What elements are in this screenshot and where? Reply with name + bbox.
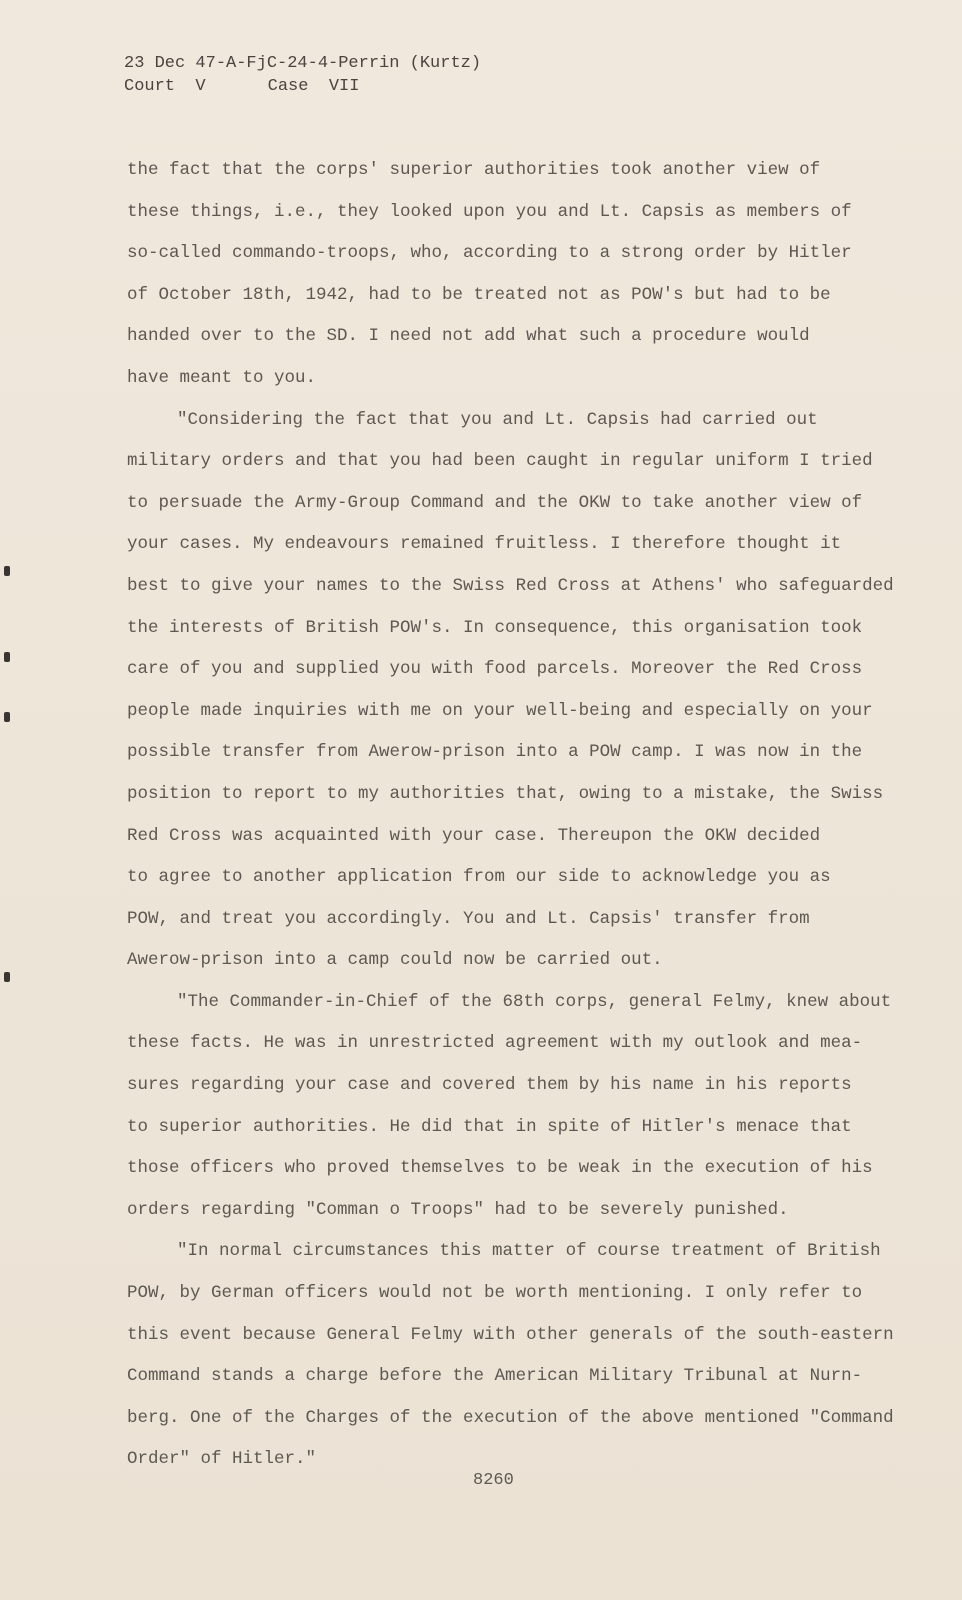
punch-hole-mark <box>4 972 10 982</box>
text-line: so-called commando-troops, who, according to a strong order by Hitler <box>127 243 852 264</box>
text-line: have meant to you. <box>127 367 317 388</box>
page-number: 8260 <box>473 1471 514 1490</box>
text-line: Red Cross was acquainted with your case. Thereupon the OKW decided <box>127 825 821 846</box>
text-line: this event because General Felmy with other generals of the south-eastern <box>127 1324 894 1345</box>
punch-hole-mark <box>4 652 10 662</box>
header-reference: 23 Dec 47-A-FjC-24-4-Perrin (Kurtz) <box>124 54 482 73</box>
text-line: "The Commander-in-Chief of the 68th corps, general Felmy, knew about <box>177 991 892 1012</box>
text-line: to agree to another application from our side to acknowledge you as <box>127 867 831 888</box>
text-line: "In normal circumstances this matter of course treatment of British <box>177 1241 881 1262</box>
text-line: the fact that the corps' superior authorities took another view of <box>127 160 821 180</box>
text-line: those officers who proved themselves to be weak in the execution of his <box>127 1158 873 1179</box>
text-line: handed over to the SD. I need not add what such a procedure would <box>127 326 810 347</box>
text-line: POW, by German officers would not be worth mentioning. I only refer to <box>127 1283 863 1304</box>
text-line: military orders and that you had been caught in regular uniform I tried <box>127 451 873 472</box>
text-line: POW, and treat you accordingly. You and Lt. Capsis' transfer from <box>127 908 810 929</box>
text-line: position to report to my authorities that, owing to a mistake, the Swiss <box>127 783 884 804</box>
text-line: orders regarding "Comman o Troops" had to be severely punished. <box>127 1199 789 1220</box>
text-line: Command stands a charge before the American Military Tribunal at Nurn- <box>127 1366 863 1387</box>
text-line: to superior authorities. He did that in spite of Hitler's menace that <box>127 1116 852 1137</box>
text-line: possible transfer from Awerow-prison into a POW camp. I was now in the <box>127 742 863 763</box>
header-court-case <box>124 75 481 98</box>
punch-hole-mark <box>4 566 10 576</box>
document-header <box>124 52 481 98</box>
text-line: these things, i.e., they looked upon you and Lt. Capsis as members of <box>127 201 852 222</box>
text-line: Awerow-prison into a camp could now be carried out. <box>127 950 663 971</box>
text-line: to persuade the Army-Group Command and the OKW to take another view of <box>127 492 863 513</box>
text-line: people made inquiries with me on your well-being and especially on your <box>127 700 873 721</box>
header-case: Case VII <box>267 77 360 96</box>
text-line: best to give your names to the Swiss Red Cross at Athens' who safeguarded <box>127 575 894 596</box>
text-line: berg. One of the Charges of the execution of the above mentioned "Command <box>127 1407 894 1428</box>
text-line: your cases. My endeavours remained fruitless. I therefore thought it <box>127 534 842 555</box>
text-line: care of you and supplied you with food parcels. Moreover the Red Cross <box>127 659 863 680</box>
document-body <box>127 150 907 1481</box>
text-line: these facts. He was in unrestricted agreement with my outlook and mea- <box>127 1033 863 1054</box>
text-line: of October 18th, 1942, had to be treated not as POW's but had to be <box>127 284 831 305</box>
header-court: Court V <box>124 77 206 96</box>
text-line: sures regarding your case and covered them by his name in his reports <box>127 1075 852 1096</box>
text-line: the interests of British POW's. In consequence, this organisation took <box>127 617 863 638</box>
text-line: "Considering the fact that you and Lt. Capsis had carried out <box>177 409 818 430</box>
text-line: Order" of Hitler." <box>127 1449 317 1470</box>
punch-hole-mark <box>4 712 10 722</box>
